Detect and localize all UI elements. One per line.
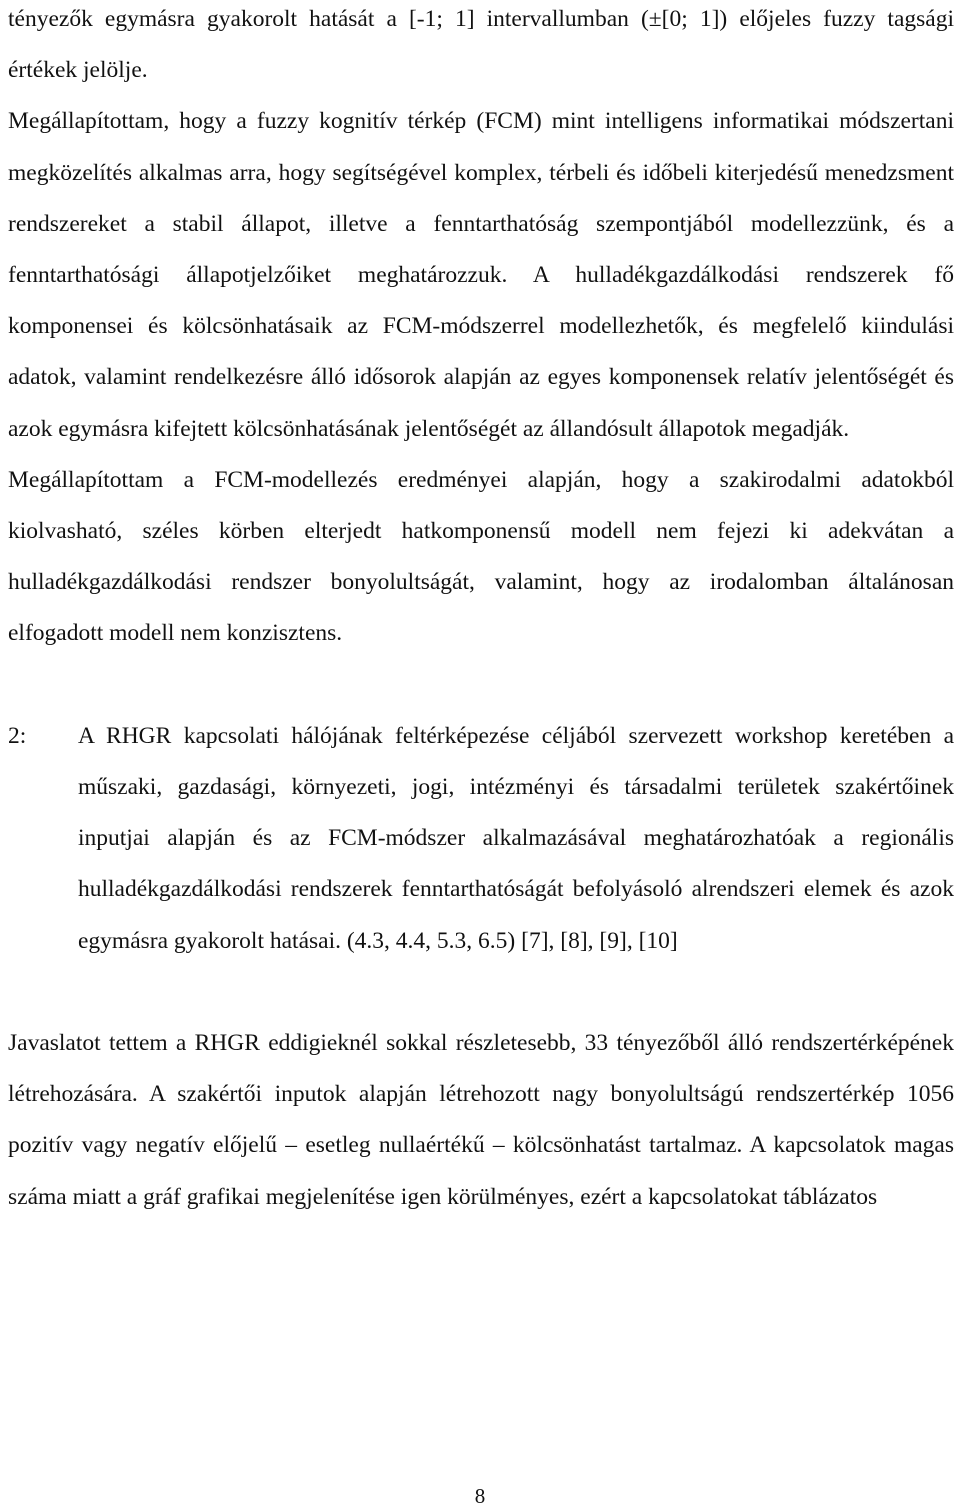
proposal-paragraph: Javaslatot tettem a RHGR eddigieknél sokkal részletesebb, 33 tényezőből álló rendszertérképének létrehozására. A szakértői inputok alapján létrehozott nagy bonyolultságú rendszertérkép 1056 pozitív vagy negatív előjelű – esetleg nullaértékű – kölcsönhatást tartalmaz. A kapcsolatok magas száma miatt a gráf grafikai megjelenítése igen körülményes, ezért a kapcsolatokat táblázatos <box>8 1030 954 1210</box>
thesis-2-number: 2: <box>8 722 27 749</box>
paragraph-spacer <box>8 967 954 1018</box>
intro-continuation-paragraph: tényezők egymásra gyakorolt hatását a [-1; 1] intervallumban (±[0; 1]) előjeles fuzzy tagsági értékek jelölje. <box>8 6 954 84</box>
page-number: 8 <box>474 1484 486 1508</box>
model-finding-paragraph: Megállapítottam a FCM-modellezés eredményei alapján, hogy a szakirodalmi adatokból kiolvasható, széles körben elterjedt hatkomponensű modell nem fejezi ki adekvátan a hulladékgazdálkodási rendszer bonyolultságát, valamint, hogy az irodalomban általánosan elfogadott modell nem konzisztens. <box>8 466 954 647</box>
document-page <box>8 0 954 1223</box>
thesis-2-block <box>8 711 954 967</box>
fcm-finding-paragraph: Megállapítottam, hogy a fuzzy kognitív térkép (FCM) mint intelligens informatikai módszertani megközelítés alkalmas arra, hogy segítségével komplex, térbeli és időbeli kiterjedésű menedzsment rendszereket a stabil állapot, illetve a fenntarthatóság szempontjából modellezzünk, és a fenntarthatósági állapotjelzőiket meghatározzuk. A hulladékgazdálkodási rendszerek fő komponensei és kölcsönhatásaik az FCM-módszerrel modellezhetők, és megfelelő kiindulási adatok, valamint rendelkezésre álló idősorok alapján az egyes komponensek relatív jelentőségét és azok egymásra kifejtett kölcsönhatásának jelentőségét az állandósult állapotok megadják. <box>8 108 954 442</box>
paragraph-spacer <box>8 660 954 711</box>
thesis-2-text: A RHGR kapcsolati hálójának feltérképezése céljából szervezett workshop keretében a műszaki, gazdasági, környezeti, jogi, intézményi és társadalmi területek szakértőinek inputjai alapján és az FCM-módszer alkalmazásával meghatározhatóak a regionális hulladékgazdálkodási rendszerek fenntarthatóságát befolyásoló alrendszeri elemek és azok egymásra gyakorolt hatásai. (4.3, 4.4, 5.3, 6.5) [7], [8], [9], [10] <box>78 722 954 954</box>
